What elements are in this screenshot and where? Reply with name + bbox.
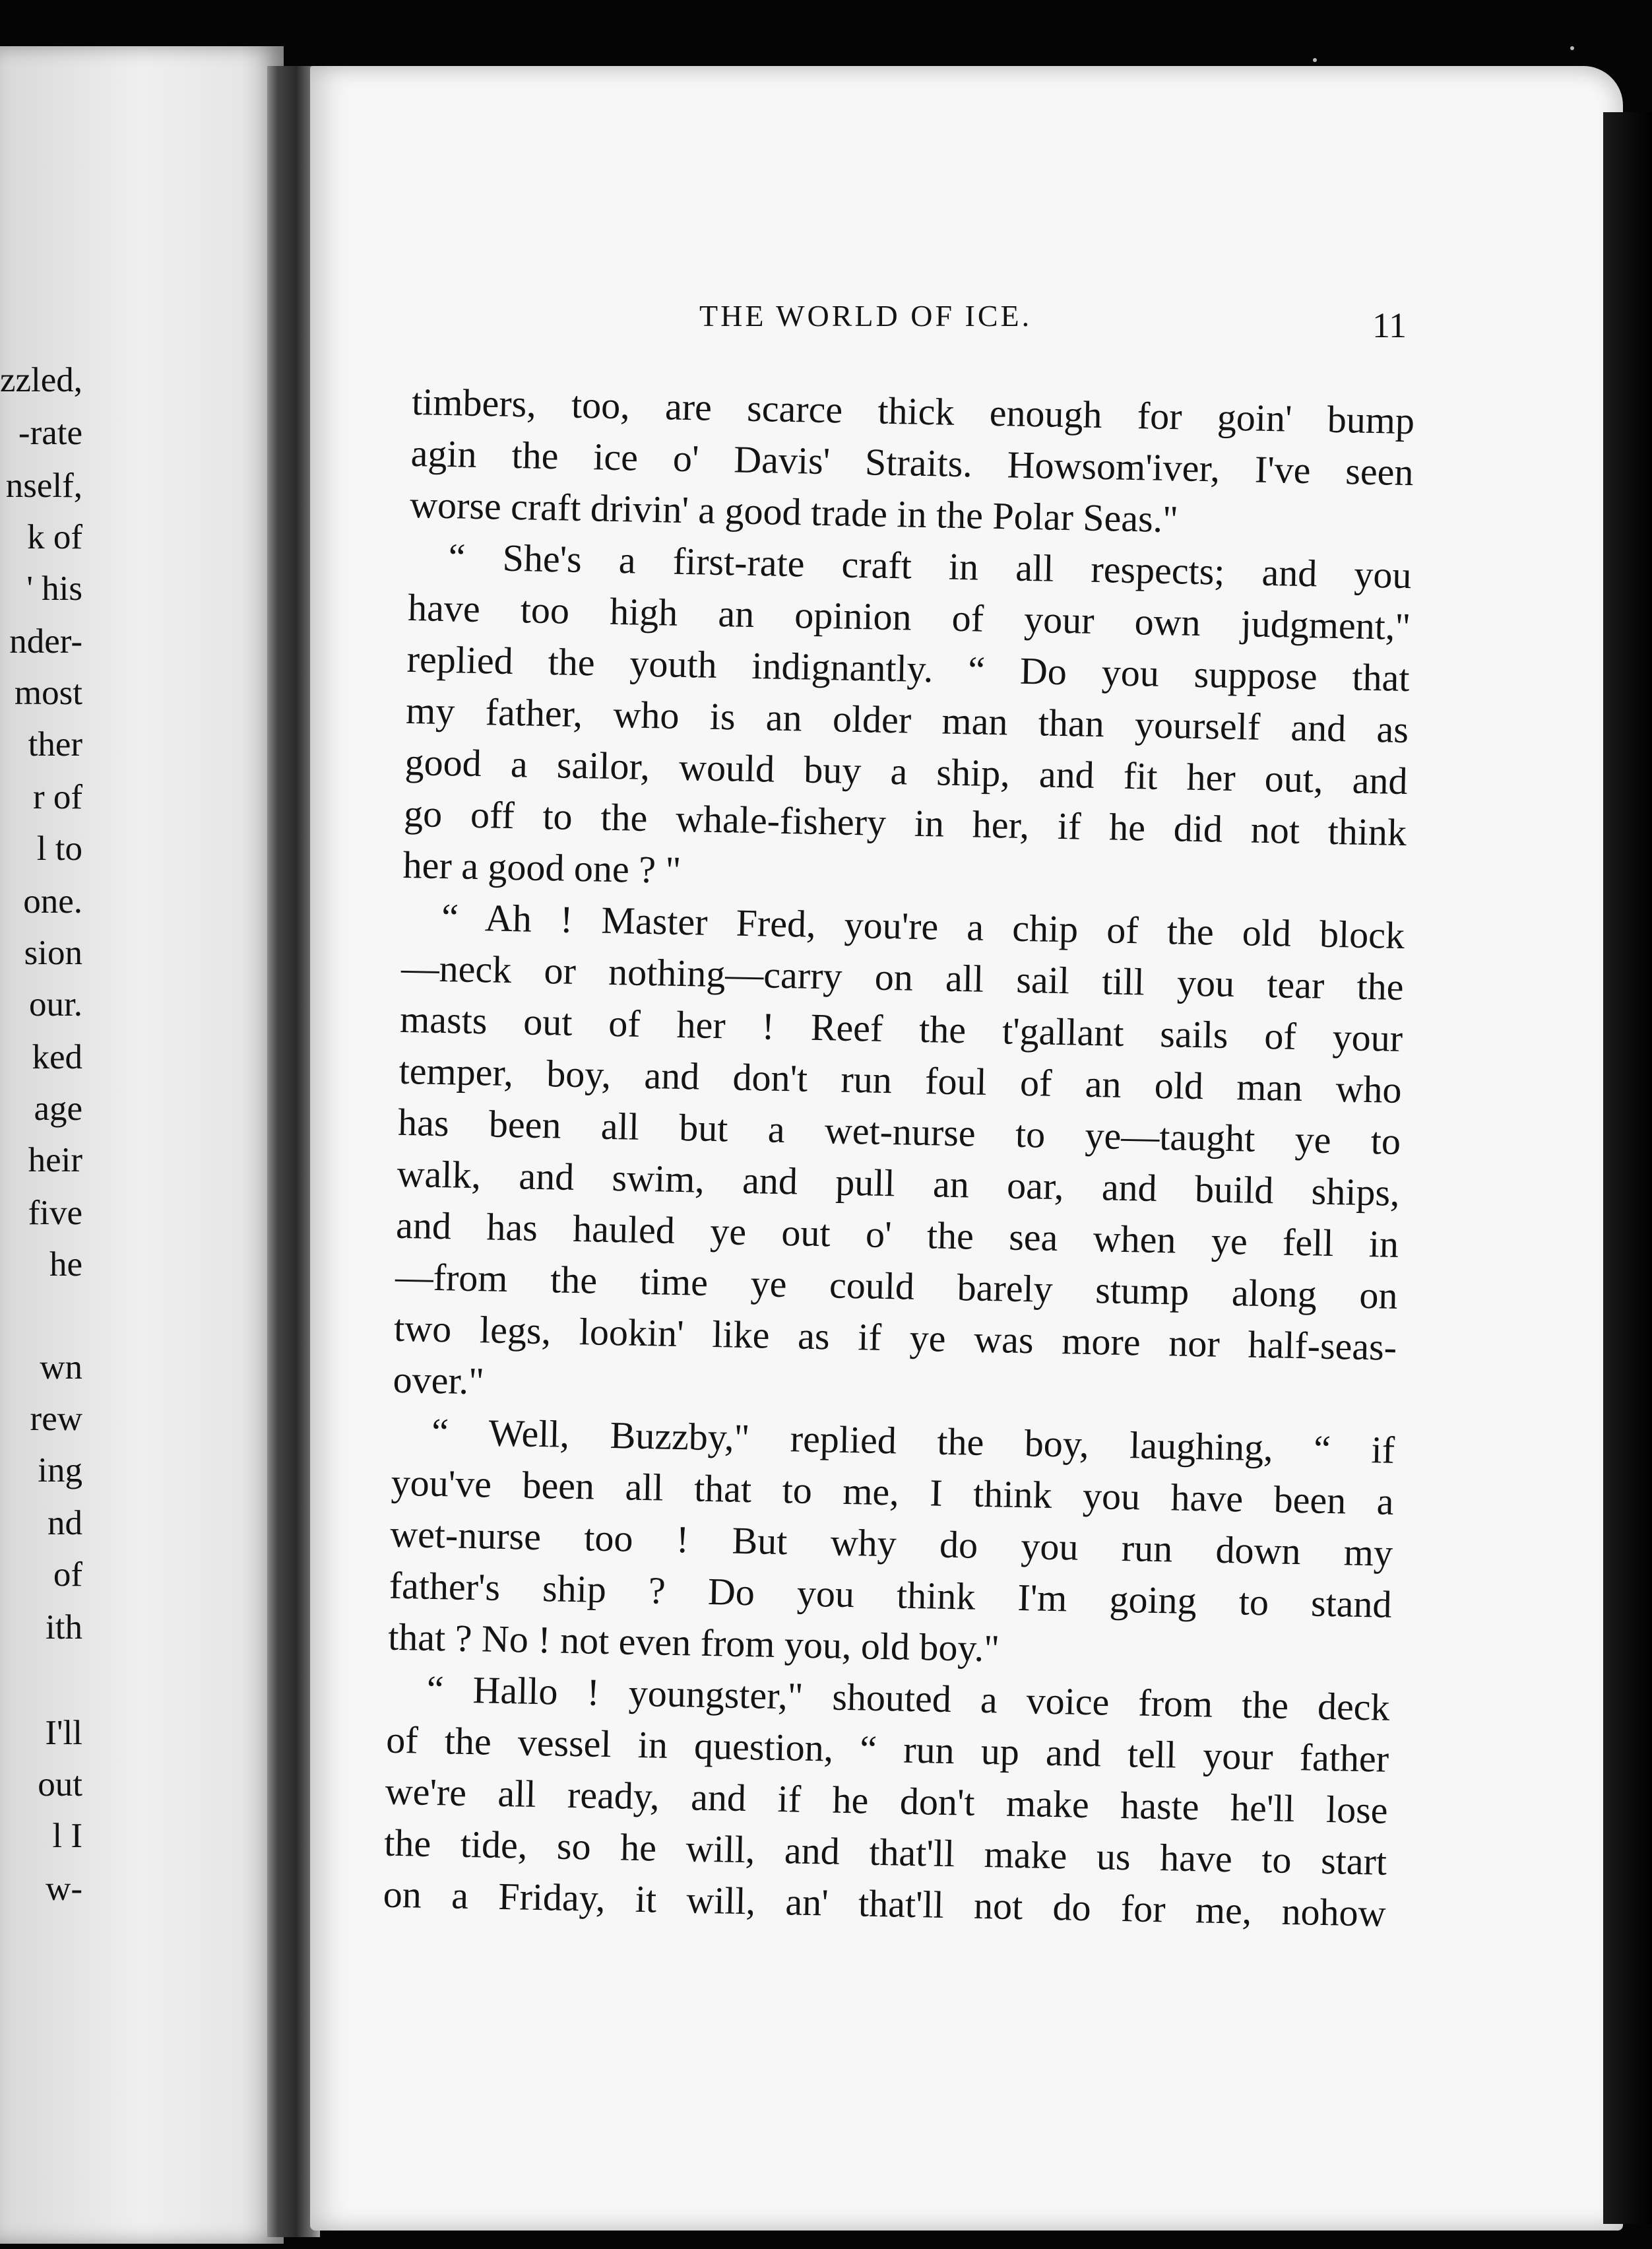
left-fragment: nd <box>48 1504 82 1542</box>
text-line: agin the ice o' Davis' Straits. Howsom'iver, I've seen <box>410 431 1414 494</box>
left-fragment: ith <box>46 1608 82 1646</box>
left-fragment: w- <box>46 1870 82 1908</box>
text-line: replied the youth indignantly. “ Do you suppose that <box>406 637 1411 700</box>
left-fragment: ' his <box>26 570 82 608</box>
text-line: father's ship ? Do you think I'm going to stand <box>389 1563 1393 1626</box>
text-line: —neck or nothing—carry on all sail till you tear the <box>400 946 1405 1009</box>
page-number: 11 <box>1372 306 1407 345</box>
left-fragment: -rate <box>18 414 82 452</box>
left-fragment: r of <box>32 778 82 816</box>
text-line: have too high an opinion of your own judgment," <box>407 585 1411 649</box>
left-fragment: one. <box>23 882 82 921</box>
left-fragment: rew <box>30 1400 82 1438</box>
text-line: masts out of her ! Reef the t'gallant sails of your <box>399 997 1403 1060</box>
left-fragment: wn <box>40 1348 82 1386</box>
text-line: —from the time ye could barely stump along on <box>395 1255 1399 1317</box>
running-head: THE WORLD OF ICE. <box>699 299 1032 333</box>
scan-speck <box>1570 46 1574 50</box>
scan-speck <box>1313 58 1317 62</box>
text-line: “ Well, Buzzby," replied the boy, laughing, “ if <box>431 1410 1395 1472</box>
left-fragment: he <box>49 1245 82 1284</box>
text-line: good a sailor, would buy a ship, and fit her out, and <box>404 740 1409 803</box>
left-fragment: ing <box>38 1451 82 1489</box>
left-fragment: ther <box>28 725 82 764</box>
left-fragment: five <box>28 1194 82 1232</box>
left-fragment: nder- <box>9 622 82 661</box>
text-line: two legs, lookin' like as if ye was more nor half-seas- <box>393 1306 1397 1369</box>
left-fragment: I'll <box>45 1714 82 1752</box>
left-fragment: heir <box>28 1141 82 1179</box>
text-line: “ She's a first-rate craft in all respects; and you <box>448 535 1413 597</box>
text-line: has been all but a wet-nurse to ye—taught ye to <box>397 1100 1401 1163</box>
left-fragment: our. <box>29 985 82 1024</box>
text-line: walk, and swim, and pull an oar, and build ships, <box>397 1152 1401 1214</box>
left-fragment: age <box>34 1090 82 1128</box>
body-text <box>381 376 1415 2005</box>
text-line: on a Friday, it will, an' that'll not do for me, nohow <box>383 1872 1387 1935</box>
left-fragment: ked <box>32 1038 82 1076</box>
text-line: “ Hallo ! youngster," shouted a voice from the deck <box>426 1667 1391 1729</box>
left-fragment: nself, <box>5 467 82 505</box>
left-fragment: out <box>38 1765 82 1804</box>
text-line: worse craft drivin' a good trade in the Polar Seas." <box>409 482 1179 541</box>
page-edge-shadow <box>1603 112 1652 2224</box>
left-fragment: l to <box>36 830 82 868</box>
text-line: of the vessel in question, “ run up and tell your father <box>385 1718 1389 1780</box>
text-line: wet-nurse too ! But why do you run down my <box>389 1512 1393 1575</box>
text-line: you've been all that to me, I think you have been a <box>391 1460 1395 1523</box>
left-fragment: most <box>14 674 82 712</box>
text-line: my father, who is an older man than yourself and as <box>405 688 1409 752</box>
text-line: we're all ready, and if he don't make haste he'll lose <box>385 1769 1389 1832</box>
left-fragment: zzled, <box>0 361 82 399</box>
text-line: the tide, so he will, and that'll make us have to start <box>383 1821 1387 1883</box>
left-page <box>0 46 284 2244</box>
text-line: her a good one ? " <box>402 843 682 892</box>
text-line: “ Ah ! Master Fred, you're a chip of the old block <box>441 896 1405 958</box>
left-fragment: l I <box>52 1817 82 1855</box>
left-fragment: sion <box>24 934 82 972</box>
left-page-text-fragments <box>0 46 82 2244</box>
text-line: that ? No ! not even from you, old boy." <box>387 1615 1000 1670</box>
text-line: over." <box>393 1357 485 1403</box>
left-fragment: of <box>53 1555 82 1594</box>
text-line: timbers, too, are scarce thick enough for goin' bump <box>411 379 1415 443</box>
text-line: and has hauled ye out o' the sea when ye fell in <box>395 1203 1399 1266</box>
left-fragment: k of <box>27 518 82 556</box>
text-line: go off to the whale-fishery in her, if he did not think <box>403 791 1407 855</box>
text-line: temper, boy, and don't run foul of an old man who <box>398 1049 1403 1111</box>
